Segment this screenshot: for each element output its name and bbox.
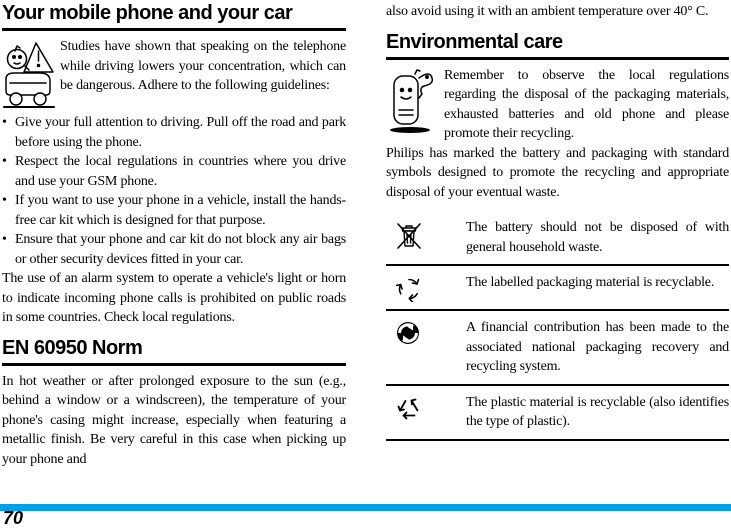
cartoon-car-warning-icon: [2, 37, 60, 113]
table-row: [386, 311, 729, 386]
guideline-text: Give your full attention to driving. Pull off the road and park before using the phone.: [15, 115, 346, 150]
table-row: [386, 211, 729, 266]
section-title-en60950: EN 60950 Norm: [2, 337, 346, 366]
guideline-item: [2, 230, 346, 269]
alarm-system-note: The use of an alarm system to operate a vehicle's light or horn to indicate incoming phone calls is prohibited on public roads in some countries. Check local regulations.: [2, 271, 346, 325]
bullet-marker: •: [2, 115, 7, 130]
symbol-description: The plastic material is recyclable (also identifies the type of plastic).: [466, 394, 729, 429]
en60950-text: In hot weather or after prolonged exposure to the sun (e.g., behind a window or a windscreen), the temperature of your phone's casing might increase, especially when featuring a metallic finish. Be very careful in this case when picking up your phone and: [2, 373, 346, 467]
table-row: [386, 266, 729, 311]
recycling-arrows-icon: [386, 273, 466, 302]
page-number: 70: [3, 508, 24, 528]
philips-symbols-note: Philips has marked the battery and packaging with standard symbols designed to promote the recycling and appropriate disposal of your eventual waste.: [386, 145, 729, 200]
section-title-environmental-care: Environmental care: [386, 31, 729, 60]
plastic-recycling-triangle-icon: [386, 393, 466, 432]
car-warning-paragraph: [2, 37, 346, 113]
cartoon-phone-icon: [386, 66, 444, 136]
guideline-item: [2, 113, 346, 152]
left-column: [2, 2, 346, 469]
guideline-item: [2, 152, 346, 191]
car-intro-text: Studies have shown that speaking on the telephone while driving lowers your concentration, which can be dangerous. Adhere to the following guidelines:: [60, 39, 346, 93]
symbol-description: The labelled packaging material is recyclable.: [466, 275, 715, 290]
table-row: [386, 386, 729, 441]
guideline-text: Ensure that your phone and car kit do not block any air bags or other security devices fitted in your car.: [15, 232, 346, 267]
guideline-item: [2, 191, 346, 230]
bullet-marker: •: [2, 232, 7, 247]
guideline-text: If you want to use your phone in a vehicle, install the hands-free car kit which is designed for that purpose.: [15, 193, 346, 228]
guideline-text: Respect the local regulations in countries where you drive and use your GSM phone.: [15, 154, 346, 189]
environment-intro-text: Remember to observe the local regulations regarding the disposal of the packaging materials, exhausted batteries and old phone and please promote their recycling.: [444, 67, 729, 141]
recycling-symbols-table: [386, 211, 729, 441]
bullet-marker: •: [2, 154, 7, 169]
footer-accent-bar: [0, 504, 731, 511]
section-title-mobile-phone-car: Your mobile phone and your car: [2, 2, 346, 31]
bullet-marker: •: [2, 193, 7, 208]
environment-paragraph: [386, 66, 729, 144]
green-dot-icon: [386, 318, 466, 377]
right-column: [386, 2, 729, 441]
symbol-description: The battery should not be disposed of with general household waste.: [466, 220, 729, 255]
en60950-continuation-text: also avoid using it with an ambient temperature over 40° C.: [386, 4, 709, 19]
crossed-bin-icon: [386, 218, 466, 257]
symbol-description: A financial contribution has been made to the associated national packaging recovery and recycling system.: [466, 320, 729, 374]
